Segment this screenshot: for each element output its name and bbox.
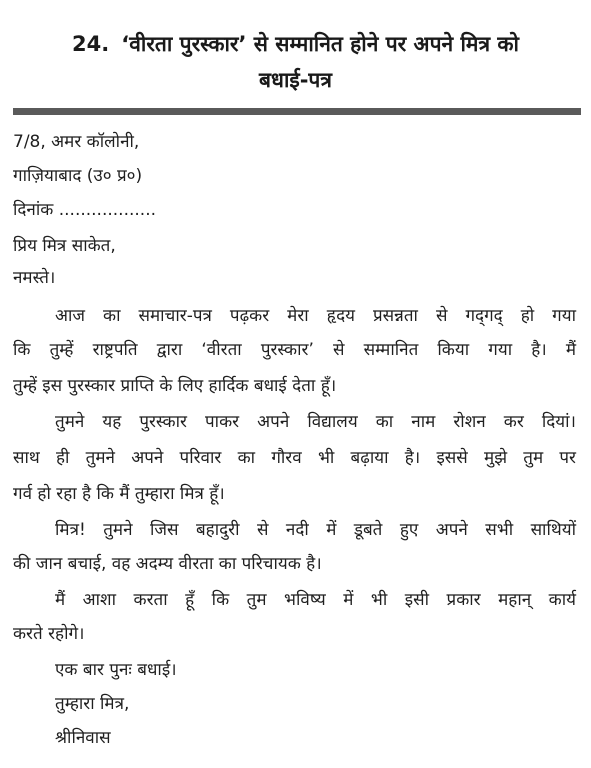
greeting: नमस्ते। [13,268,56,288]
salutation: प्रिय मित्र साकेत, [13,236,116,256]
body-line: कि तुम्हें राष्ट्रपति द्वारा ‘वीरता पुरस्कार’ से सम्मानित किया गया है। मैं [13,340,576,360]
title-line-1: ‘वीरता पुरस्कार’ से सम्मानित होने पर अपने मित्र को [121,32,519,56]
body-line: तुमने यह पुरस्कार पाकर अपने विद्यालय का नाम रोशन कर दियां। [55,412,576,432]
title-divider [13,108,581,115]
body-line: करते रहोगे। [13,624,85,644]
body-line: मैं आशा करता हूँ कि तुम भविष्य में भी इसी प्रकार महान् कार्य [55,590,576,610]
body-line: मित्र! तुमने जिस बहादुरी से नदी में डूबते हुए अपने सभी साथियों [55,520,576,540]
sender-address-line-2: गाज़ियाबाद (उ० प्र०) [13,166,143,186]
question-number: 24. [72,32,110,56]
body-line: गर्व हो रहा है कि मैं तुम्हारा मित्र हूँ। [13,484,225,504]
body-line: आज का समाचार-पत्र पढ़कर मेरा हृदय प्रसन्नता से गद्‌गद् हो गया [55,306,576,326]
body-line: तुम्हें इस पुरस्कार प्राप्ति के लिए हार्दिक बधाई देता हूँ। [13,376,337,396]
date-line: दिनांक .................. [13,200,156,220]
sender-address-line-1: 7/8, अमर कॉलोनी, [13,132,140,152]
page-title [0,26,591,62]
closing-line: एक बार पुनः बधाई। [55,660,177,680]
body-line: साथ ही तुमने अपने परिवार का गौरव भी बढ़ाया है। इससे मुझे तुम पर [13,448,576,468]
closing-signoff: तुम्हारा मित्र, [55,694,130,714]
body-line: की जान बचाई, वह अदम्य वीरता का परिचायक है। [13,554,322,574]
signature: श्रीनिवास [55,728,111,748]
title-line-2: बधाई-पत्र [259,68,332,92]
